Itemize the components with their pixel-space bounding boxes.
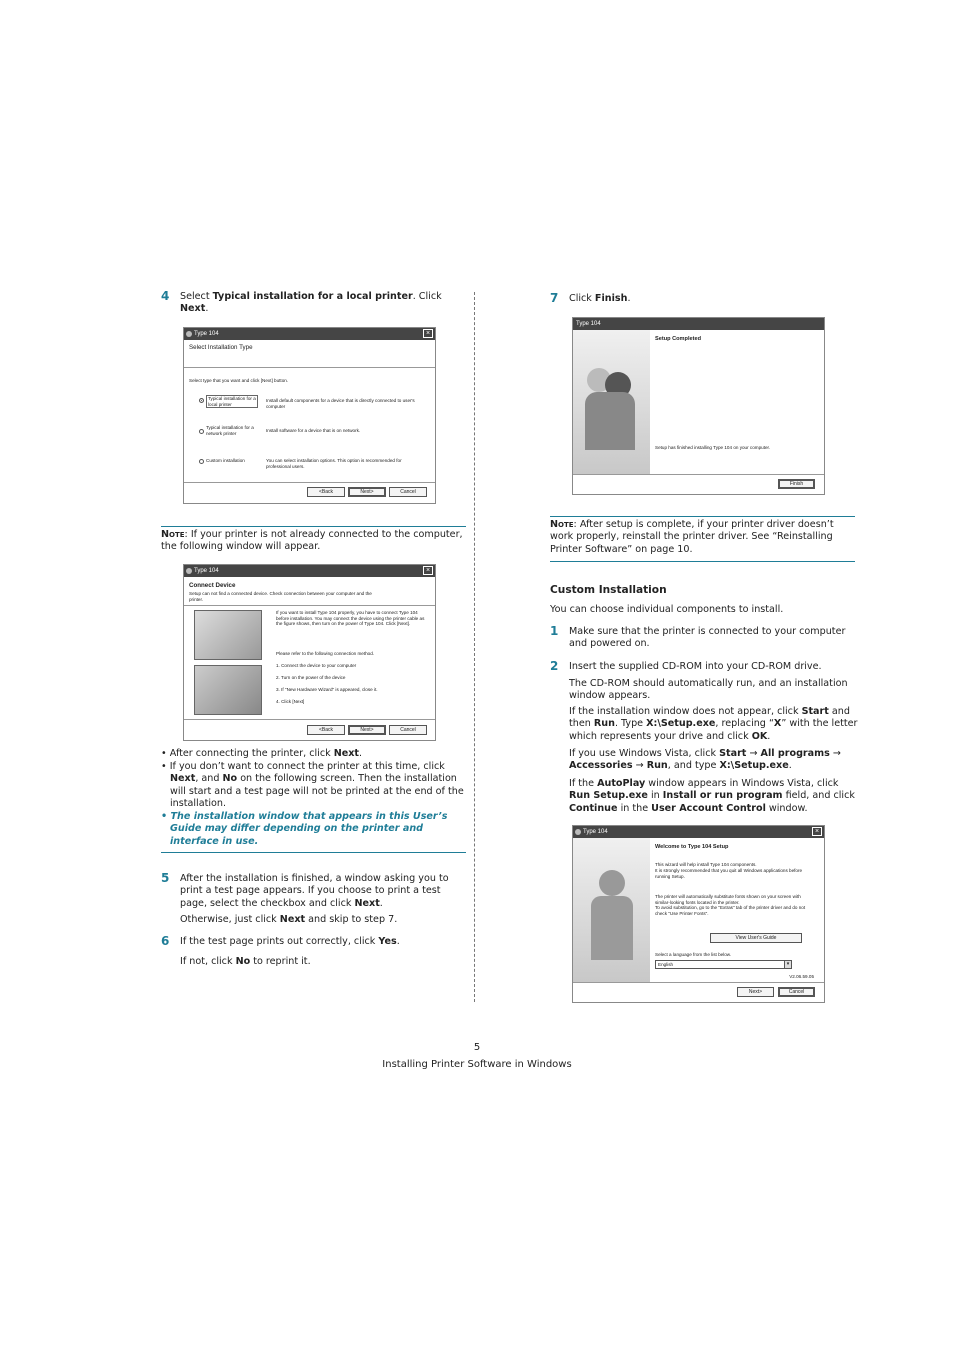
back-button[interactable]: <Back — [307, 725, 345, 735]
custom-installation-heading: Custom Installation — [550, 584, 667, 596]
note-rule — [161, 526, 466, 527]
typical-local-desc: Install default components for a device that is directly connected to user's computer — [266, 398, 415, 409]
dialog-header: Welcome to Type 104 Setup — [655, 844, 729, 850]
setup-graphic — [573, 838, 650, 982]
step-6-number: 6 — [161, 934, 170, 948]
bullet-2: • If you don’t want to connect the printer at this time, click Next, and No on the following screen. Then the installation will start and a test page will not be printed at the end of the installation. — [161, 761, 464, 810]
custom-label[interactable]: Custom installation — [206, 458, 245, 463]
step-7-text: Click Finish. — [569, 293, 631, 304]
step-2-p2: If the installation window does not appear, click Start and then Run. Type X:\Setup.exe, replacing “X” with the letter which represents your drive and click OK. — [569, 706, 858, 742]
back-button[interactable]: <Back — [307, 487, 345, 497]
dialog-title-bar: Type 104 — [573, 318, 824, 330]
close-icon[interactable]: × — [423, 329, 433, 338]
instruction-text: Select type that you want and click [Next] button. — [189, 378, 289, 383]
cancel-button[interactable]: Cancel — [778, 987, 815, 997]
step-5-otherwise: Otherwise, just click Next and skip to step 7. — [180, 914, 398, 925]
connection-image-2 — [194, 665, 262, 715]
version-text: V2.06.59.05 — [789, 974, 814, 979]
bullet-1: • After connecting the printer, click Next. — [161, 748, 363, 759]
note-rule — [550, 516, 855, 517]
connect-step-4: 4. Click [Next] — [276, 699, 305, 704]
connect-step-2: 2. Turn on the power of the device — [276, 675, 346, 680]
dialog-header: Connect Device — [189, 582, 236, 589]
dialog-header: Setup Completed — [655, 336, 701, 342]
app-icon — [186, 568, 192, 574]
welcome-text-2: It is strongly recommended that you quit all Windows applications before running Setup. — [655, 868, 803, 879]
connect-step-1: 1. Connect the device to your computer — [276, 663, 357, 668]
dialog-title-bar: Type 104 × — [184, 565, 435, 577]
welcome-setup-dialog — [572, 825, 825, 1003]
connect-method: Please refer to the following connection method. — [276, 651, 375, 656]
note-2: Note: After setup is complete, if your printer driver doesn’t work properly, reinstall the printer driver. See “Reinstalling Printer Software” on page 10. — [550, 519, 834, 555]
select-installation-type-dialog — [183, 327, 436, 504]
finish-button[interactable]: Finish — [778, 479, 815, 489]
note-rule-bottom — [161, 852, 466, 853]
cancel-button[interactable]: Cancel — [389, 487, 427, 497]
app-icon — [575, 829, 581, 835]
completed-text: Setup has finished installing Type 104 on your computer. — [655, 445, 771, 450]
step-2-p4: If the AutoPlay window appears in Windows Vista, click Run Setup.exe in Install or run program field, and click Continue in the User Account Control window. — [569, 778, 855, 814]
close-icon[interactable]: × — [812, 827, 822, 836]
custom-desc: You can select installation options. This option is recommended for professional users. — [266, 458, 402, 469]
setup-completed-dialog — [572, 317, 825, 495]
typical-network-label[interactable]: Typical installation for a network printer — [206, 425, 254, 436]
step-2-p1: The CD-ROM should automatically run, and an installation window appears. — [569, 678, 848, 702]
page-number: 5 — [473, 1042, 481, 1053]
typical-network-radio[interactable] — [199, 429, 204, 434]
step-2-text: Insert the supplied CD-ROM into your CD-ROM drive. — [569, 661, 822, 672]
step-6-text: If the test page prints out correctly, click Yes. — [180, 936, 400, 947]
dialog-subheader: Setup can not find a connected device. Check connection between your computer and the printer. — [189, 591, 372, 602]
step-1-number: 1 — [550, 624, 559, 638]
welcome-text-3: The printer will automatically substitute fonts shown on your screen with similar-looking fonts located in the printer. — [655, 894, 801, 905]
connect-device-dialog — [183, 564, 436, 741]
step-4-number: 4 — [161, 289, 170, 303]
step-1-text: Make sure that the printer is connected to your computer and powered on. — [569, 626, 846, 650]
column-divider — [474, 292, 475, 1002]
setup-graphic — [573, 330, 650, 474]
language-label: Select a language from the list below. — [655, 952, 732, 957]
step-5-number: 5 — [161, 871, 170, 885]
step-7-number: 7 — [550, 291, 559, 305]
dialog-title-bar: Type 104 × — [184, 328, 435, 340]
step-5-text: After the installation is finished, a window asking you to print a test page appears. If you choose to print a test page, select the checkbox and click Next. — [180, 873, 449, 909]
connect-step-3: 3. If "New Hardware Wizard" is appeared, close it. — [276, 687, 378, 692]
language-select[interactable]: English ▾ — [655, 960, 792, 969]
footer-title: Installing Printer Software in Windows — [382, 1059, 572, 1070]
note-1: Note: If your printer is not already connected to the computer, the following window will appear. — [161, 529, 463, 553]
typical-local-label[interactable]: Typical installation for a local printer — [206, 395, 258, 408]
note-rule-bottom — [550, 561, 855, 562]
chevron-down-icon: ▾ — [784, 961, 791, 968]
typical-local-radio[interactable] — [199, 398, 204, 403]
view-users-guide-button[interactable]: View User's Guide — [710, 933, 802, 943]
cancel-button[interactable]: Cancel — [389, 725, 427, 735]
connect-instruction: If you want to install Type 104 properly, you have to connect Type 104 before installation. You may connect the device using the printer cable as the figure shows, then turn on the power of Type 104. Click [Next]. — [276, 610, 425, 627]
custom-radio[interactable] — [199, 459, 204, 464]
app-icon — [186, 331, 192, 337]
step-2-p3: If you use Windows Vista, click Start → All programs → Accessories → Run, and type X:\Setup.exe. — [569, 748, 841, 772]
step-2-number: 2 — [550, 659, 559, 673]
welcome-text-4: To avoid substitution, go to the "Extras" tab of the printer driver and do not check "Use Printer Fonts". — [655, 905, 806, 916]
connection-image-1 — [194, 610, 262, 660]
next-button[interactable]: Next> — [737, 987, 774, 997]
next-button[interactable]: Next> — [348, 725, 386, 735]
step-4-text: Select Typical installation for a local printer. Click Next. — [180, 291, 442, 315]
typical-network-desc: Install software for a device that is on network. — [266, 428, 361, 433]
step-6-ifnot: If not, click No to reprint it. — [180, 956, 311, 967]
dialog-header: Select Installation Type — [184, 340, 435, 368]
dialog-title-bar: Type 104 × — [573, 826, 824, 838]
welcome-text-1: This wizard will help install Type 104 components. — [655, 862, 757, 867]
next-button[interactable]: Next> — [348, 487, 386, 497]
bullet-3-note: • The installation window that appears in this User’s Guide may differ depending on the printer and interface in use. — [161, 811, 448, 847]
close-icon[interactable]: × — [423, 566, 433, 575]
custom-intro: You can choose individual components to install. — [550, 604, 784, 615]
